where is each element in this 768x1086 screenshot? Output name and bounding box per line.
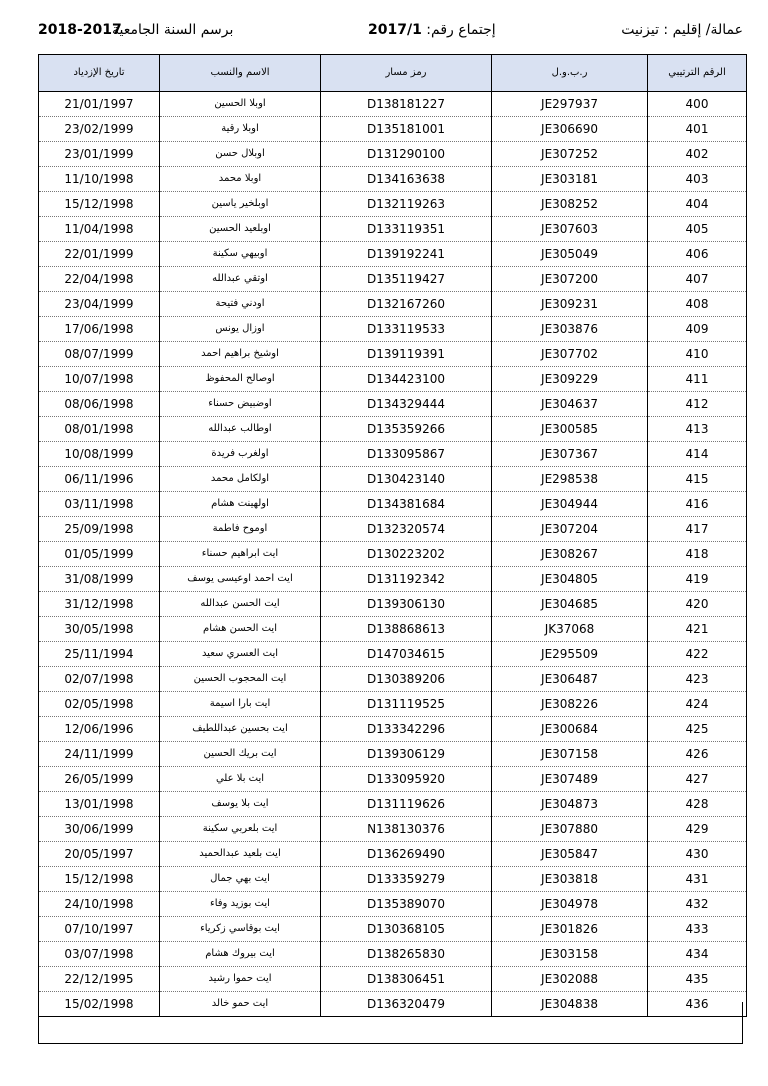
cell-massar: D130223202 xyxy=(321,542,492,567)
cell-massar: D132320574 xyxy=(321,517,492,542)
table-empty-tail xyxy=(38,1002,743,1044)
cell-rank: 433 xyxy=(648,917,747,942)
cell-name: ايت بهي جمال xyxy=(160,867,321,892)
cell-massar: D133119351 xyxy=(321,217,492,242)
cell-name: ايت احمد اوعيسى يوسف xyxy=(160,567,321,592)
cell-cne: JE307252 xyxy=(492,142,648,167)
cell-dob: 07/10/1997 xyxy=(39,917,160,942)
table-row xyxy=(39,92,747,117)
cell-rank: 418 xyxy=(648,542,747,567)
table-row xyxy=(39,717,747,742)
table-row xyxy=(39,667,747,692)
cell-cne: JE304685 xyxy=(492,592,648,617)
session-info xyxy=(368,22,496,38)
cell-massar: D130368105 xyxy=(321,917,492,942)
cell-name: اوبيهي سكينة xyxy=(160,242,321,267)
cell-dob: 31/08/1999 xyxy=(39,567,160,592)
cell-name: ايت بلا يوسف xyxy=(160,792,321,817)
cell-name: ايت حمو خالد xyxy=(160,992,321,1017)
cell-dob: 11/04/1998 xyxy=(39,217,160,242)
cell-cne: JE304944 xyxy=(492,492,648,517)
cell-dob: 22/04/1998 xyxy=(39,267,160,292)
cell-rank: 427 xyxy=(648,767,747,792)
cell-cne: JE298538 xyxy=(492,467,648,492)
academic-year: 2018-2017 xyxy=(38,22,122,38)
cell-dob: 25/11/1994 xyxy=(39,642,160,667)
cell-cne: JE307204 xyxy=(492,517,648,542)
cell-dob: 30/05/1998 xyxy=(39,617,160,642)
cell-dob: 23/02/1999 xyxy=(39,117,160,142)
cell-name: اودني فتيحة xyxy=(160,292,321,317)
cell-rank: 422 xyxy=(648,642,747,667)
table-row xyxy=(39,842,747,867)
table-row xyxy=(39,367,747,392)
cell-name: اوشيخ براهيم احمد xyxy=(160,342,321,367)
cell-name: ايت الحسن عبدالله xyxy=(160,592,321,617)
cell-cne: JE304637 xyxy=(492,392,648,417)
cell-dob: 22/12/1995 xyxy=(39,967,160,992)
cell-name: ايت العسري سعيد xyxy=(160,642,321,667)
cell-name: ايت حموا رشيد xyxy=(160,967,321,992)
cell-rank: 410 xyxy=(648,342,747,367)
cell-rank: 401 xyxy=(648,117,747,142)
cell-name: ايت بريك الحسين xyxy=(160,742,321,767)
cell-cne: JE304978 xyxy=(492,892,648,917)
cell-dob: 01/05/1999 xyxy=(39,542,160,567)
table-row xyxy=(39,692,747,717)
col-header-rank: الرقم الترتيبي xyxy=(648,55,747,92)
cell-rank: 406 xyxy=(648,242,747,267)
session-label: إجتماع رقم: xyxy=(426,22,496,38)
cell-name: اوتقي عبدالله xyxy=(160,267,321,292)
cell-massar: D133119533 xyxy=(321,317,492,342)
cell-name: اوضبيض حسناء xyxy=(160,392,321,417)
cell-massar: D134381684 xyxy=(321,492,492,517)
table-row xyxy=(39,892,747,917)
cell-massar: D135359266 xyxy=(321,417,492,442)
cell-rank: 413 xyxy=(648,417,747,442)
cell-name: ايت بيروك هشام xyxy=(160,942,321,967)
cell-rank: 419 xyxy=(648,567,747,592)
table-row xyxy=(39,592,747,617)
cell-dob: 06/11/1996 xyxy=(39,467,160,492)
cell-dob: 20/05/1997 xyxy=(39,842,160,867)
cell-rank: 414 xyxy=(648,442,747,467)
cell-dob: 08/07/1999 xyxy=(39,342,160,367)
cell-rank: 416 xyxy=(648,492,747,517)
col-header-massar: رمز مسار xyxy=(321,55,492,92)
region-label: عمالة/ إقليم : تيزنيت xyxy=(621,22,743,38)
col-header-name: الاسم والنسب xyxy=(160,55,321,92)
cell-massar: D133095920 xyxy=(321,767,492,792)
cell-massar: D139119391 xyxy=(321,342,492,367)
cell-dob: 21/01/1997 xyxy=(39,92,160,117)
cell-rank: 405 xyxy=(648,217,747,242)
cell-dob: 23/01/1999 xyxy=(39,142,160,167)
table-row xyxy=(39,142,747,167)
cell-dob: 03/07/1998 xyxy=(39,942,160,967)
cell-rank: 417 xyxy=(648,517,747,542)
cell-dob: 24/11/1999 xyxy=(39,742,160,767)
cell-cne: JE309231 xyxy=(492,292,648,317)
cell-name: ايت بلعربي سكينة xyxy=(160,817,321,842)
cell-name: ايت المحجوب الحسين xyxy=(160,667,321,692)
cell-rank: 432 xyxy=(648,892,747,917)
cell-rank: 434 xyxy=(648,942,747,967)
cell-massar: D132119263 xyxy=(321,192,492,217)
table-row xyxy=(39,742,747,767)
cell-dob: 02/05/1998 xyxy=(39,692,160,717)
cell-cne: JE304838 xyxy=(492,992,648,1017)
cell-cne: JE308252 xyxy=(492,192,648,217)
cell-massar: D133342296 xyxy=(321,717,492,742)
cell-cne: JE300684 xyxy=(492,717,648,742)
cell-massar: N138130376 xyxy=(321,817,492,842)
table-row xyxy=(39,217,747,242)
cell-name: اولكامل محمد xyxy=(160,467,321,492)
cell-dob: 31/12/1998 xyxy=(39,592,160,617)
cell-rank: 409 xyxy=(648,317,747,342)
cell-cne: JE308267 xyxy=(492,542,648,567)
table-row xyxy=(39,492,747,517)
cell-rank: 420 xyxy=(648,592,747,617)
cell-dob: 10/07/1998 xyxy=(39,367,160,392)
cell-cne: JE295509 xyxy=(492,642,648,667)
table-row xyxy=(39,117,747,142)
cell-dob: 08/06/1998 xyxy=(39,392,160,417)
cell-dob: 11/10/1998 xyxy=(39,167,160,192)
cell-name: ايت بلعيد عبدالحميد xyxy=(160,842,321,867)
cell-rank: 429 xyxy=(648,817,747,842)
cell-dob: 03/11/1998 xyxy=(39,492,160,517)
cell-cne: JE307200 xyxy=(492,267,648,292)
cell-cne: JE305847 xyxy=(492,842,648,867)
cell-massar: D134329444 xyxy=(321,392,492,417)
cell-massar: D139306130 xyxy=(321,592,492,617)
cell-dob: 02/07/1998 xyxy=(39,667,160,692)
cell-dob: 15/12/1998 xyxy=(39,867,160,892)
cell-cne: JE301826 xyxy=(492,917,648,942)
cell-massar: D135181001 xyxy=(321,117,492,142)
cell-name: اوطالب عبدالله xyxy=(160,417,321,442)
cell-massar: D135119427 xyxy=(321,267,492,292)
table-row xyxy=(39,967,747,992)
table-row xyxy=(39,292,747,317)
cell-rank: 421 xyxy=(648,617,747,642)
cell-cne: JE307880 xyxy=(492,817,648,842)
cell-dob: 08/01/1998 xyxy=(39,417,160,442)
cell-name: ايت الحسن هشام xyxy=(160,617,321,642)
cell-massar: D139306129 xyxy=(321,742,492,767)
cell-cne: JE307489 xyxy=(492,767,648,792)
table-row xyxy=(39,567,747,592)
cell-massar: D138306451 xyxy=(321,967,492,992)
cell-name: ايت بارا اسيمة xyxy=(160,692,321,717)
cell-dob: 15/12/1998 xyxy=(39,192,160,217)
cell-dob: 15/02/1998 xyxy=(39,992,160,1017)
cell-name: اولهينت هشام xyxy=(160,492,321,517)
cell-massar: D131119525 xyxy=(321,692,492,717)
cell-rank: 411 xyxy=(648,367,747,392)
table-row xyxy=(39,242,747,267)
cell-name: اوبلا الحسين xyxy=(160,92,321,117)
cell-massar: D131119626 xyxy=(321,792,492,817)
cell-massar: D136320479 xyxy=(321,992,492,1017)
table-row xyxy=(39,392,747,417)
cell-dob: 25/09/1998 xyxy=(39,517,160,542)
table-row xyxy=(39,817,747,842)
cell-cne: JK37068 xyxy=(492,617,648,642)
cell-name: اوزال يونس xyxy=(160,317,321,342)
cell-rank: 425 xyxy=(648,717,747,742)
table-row xyxy=(39,542,747,567)
cell-cne: JE307702 xyxy=(492,342,648,367)
cell-rank: 403 xyxy=(648,167,747,192)
cell-name: ايت ابراهيم حسناء xyxy=(160,542,321,567)
cell-cne: JE307367 xyxy=(492,442,648,467)
cell-cne: JE304873 xyxy=(492,792,648,817)
cell-massar: D133359279 xyxy=(321,867,492,892)
cell-cne: JE306487 xyxy=(492,667,648,692)
cell-massar: D138265830 xyxy=(321,942,492,967)
cell-cne: JE306690 xyxy=(492,117,648,142)
table-row xyxy=(39,617,747,642)
col-header-cne: ر.ب.و.ل xyxy=(492,55,648,92)
academic-year-label: برسم السنة الجامعية xyxy=(112,22,234,38)
cell-cne: JE297937 xyxy=(492,92,648,117)
cell-cne: JE307603 xyxy=(492,217,648,242)
cell-cne: JE308226 xyxy=(492,692,648,717)
table-row xyxy=(39,342,747,367)
cell-dob: 17/06/1998 xyxy=(39,317,160,342)
cell-name: ايت بوقاسي زكرياء xyxy=(160,917,321,942)
cell-massar: D136269490 xyxy=(321,842,492,867)
cell-massar: D133095867 xyxy=(321,442,492,467)
cell-massar: D130423140 xyxy=(321,467,492,492)
cell-cne: JE300585 xyxy=(492,417,648,442)
cell-name: اوصالح المحفوظ xyxy=(160,367,321,392)
cell-rank: 415 xyxy=(648,467,747,492)
cell-rank: 436 xyxy=(648,992,747,1017)
students-table xyxy=(38,54,747,1017)
cell-cne: JE303158 xyxy=(492,942,648,967)
cell-name: اوبلا محمد xyxy=(160,167,321,192)
cell-rank: 400 xyxy=(648,92,747,117)
cell-cne: JE303181 xyxy=(492,167,648,192)
table-row xyxy=(39,192,747,217)
table-row xyxy=(39,867,747,892)
cell-name: ايت بلا علي xyxy=(160,767,321,792)
cell-dob: 23/04/1999 xyxy=(39,292,160,317)
cell-cne: JE307158 xyxy=(492,742,648,767)
cell-cne: JE303818 xyxy=(492,867,648,892)
cell-cne: JE302088 xyxy=(492,967,648,992)
cell-rank: 430 xyxy=(648,842,747,867)
cell-dob: 12/06/1996 xyxy=(39,717,160,742)
cell-massar: D138181227 xyxy=(321,92,492,117)
table-row xyxy=(39,417,747,442)
cell-name: ايت بحسين عبداللطيف xyxy=(160,717,321,742)
page-header xyxy=(38,22,743,44)
cell-rank: 424 xyxy=(648,692,747,717)
table-row xyxy=(39,917,747,942)
cell-dob: 26/05/1999 xyxy=(39,767,160,792)
cell-massar: D147034615 xyxy=(321,642,492,667)
cell-rank: 428 xyxy=(648,792,747,817)
cell-name: اولغرب فريدة xyxy=(160,442,321,467)
cell-dob: 10/08/1999 xyxy=(39,442,160,467)
table-row xyxy=(39,642,747,667)
cell-cne: JE309229 xyxy=(492,367,648,392)
cell-name: اوبلا رقية xyxy=(160,117,321,142)
cell-massar: D131290100 xyxy=(321,142,492,167)
table-row xyxy=(39,517,747,542)
cell-rank: 407 xyxy=(648,267,747,292)
cell-massar: D134423100 xyxy=(321,367,492,392)
cell-massar: D134163638 xyxy=(321,167,492,192)
cell-rank: 412 xyxy=(648,392,747,417)
table-row xyxy=(39,467,747,492)
cell-name: ايت بوزيد وفاء xyxy=(160,892,321,917)
cell-massar: D135389070 xyxy=(321,892,492,917)
cell-dob: 24/10/1998 xyxy=(39,892,160,917)
cell-cne: JE304805 xyxy=(492,567,648,592)
cell-cne: JE303876 xyxy=(492,317,648,342)
table-row xyxy=(39,792,747,817)
cell-dob: 13/01/1998 xyxy=(39,792,160,817)
cell-rank: 431 xyxy=(648,867,747,892)
cell-rank: 423 xyxy=(648,667,747,692)
cell-name: اوبلال حسن xyxy=(160,142,321,167)
cell-rank: 402 xyxy=(648,142,747,167)
cell-massar: D130389206 xyxy=(321,667,492,692)
cell-rank: 435 xyxy=(648,967,747,992)
table-row xyxy=(39,267,747,292)
table-row xyxy=(39,317,747,342)
cell-rank: 404 xyxy=(648,192,747,217)
col-header-dob: تاريخ الإزدياد xyxy=(39,55,160,92)
cell-rank: 408 xyxy=(648,292,747,317)
table-header-row xyxy=(39,55,747,92)
cell-massar: D131192342 xyxy=(321,567,492,592)
table-row xyxy=(39,442,747,467)
session-number: 2017/1 xyxy=(368,22,422,38)
cell-rank: 426 xyxy=(648,742,747,767)
cell-massar: D132167260 xyxy=(321,292,492,317)
cell-name: اوبلعيد الحسين xyxy=(160,217,321,242)
cell-dob: 30/06/1999 xyxy=(39,817,160,842)
cell-massar: D139192241 xyxy=(321,242,492,267)
cell-name: اوبلخير ياسين xyxy=(160,192,321,217)
table-row xyxy=(39,942,747,967)
cell-cne: JE305049 xyxy=(492,242,648,267)
table-row xyxy=(39,167,747,192)
cell-dob: 22/01/1999 xyxy=(39,242,160,267)
table-row xyxy=(39,767,747,792)
cell-massar: D138868613 xyxy=(321,617,492,642)
cell-name: اوموح فاطمة xyxy=(160,517,321,542)
